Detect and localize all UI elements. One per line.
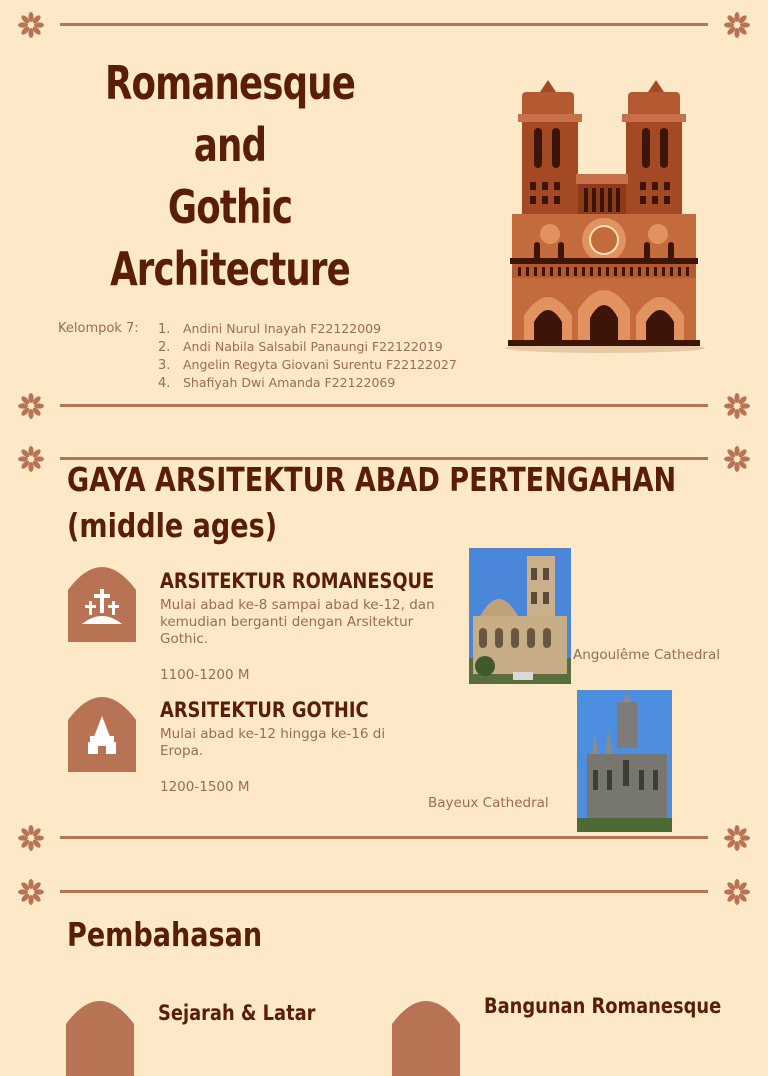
flower-ornament-icon [724, 446, 750, 472]
topic-romanesque-buildings: Bangunan Romanesque [484, 994, 722, 1018]
divider [60, 890, 708, 893]
romanesque-description: Mulai abad ke-8 sampai abad ke-12, dan kemudian berganti dengan Arsitektur Gothic. [160, 597, 435, 647]
flower-ornament-icon [18, 393, 44, 419]
member-list [158, 320, 457, 392]
section-heading: Pembahasan [67, 915, 263, 954]
group-label: Kelompok 7: [58, 321, 139, 336]
list-item: 1. Andini Nurul Inayah F22122009 [158, 321, 382, 337]
gothic-years: 1200-1500 M [160, 779, 250, 795]
flower-ornament-icon [18, 879, 44, 905]
title-line: Architecture [110, 242, 350, 296]
flower-ornament-icon [724, 393, 750, 419]
flower-ornament-icon [18, 825, 44, 851]
topic-history: Sejarah & Latar [158, 1001, 316, 1025]
angouleme-caption: Angoulême Cathedral [573, 647, 720, 663]
romanesque-years: 1100-1200 M [160, 667, 250, 683]
romanesque-title: ARSITEKTUR ROMANESQUE [160, 569, 435, 593]
gothic-arch-icon [68, 686, 136, 772]
bayeux-caption: Bayeux Cathedral [428, 795, 549, 811]
arch-badge-icon [66, 990, 134, 1076]
flower-ornament-icon [724, 12, 750, 38]
arch-badge-icon [392, 990, 460, 1076]
flower-ornament-icon [724, 825, 750, 851]
title-line: Gothic [167, 180, 293, 234]
crosses-icon [68, 556, 136, 642]
flower-ornament-icon [18, 12, 44, 38]
list-item: 3. Angelin Regyta Giovani Surentu F22122027 [158, 357, 457, 373]
title-line: Romanesque [104, 56, 356, 110]
list-item: 4. Shafiyah Dwi Amanda F22122069 [158, 375, 396, 391]
flower-ornament-icon [724, 879, 750, 905]
bayeux-cathedral-photo [577, 690, 672, 832]
page-title [60, 52, 400, 300]
gothic-description: Mulai abad ke-12 hingga ke-16 di Eropa. [160, 726, 386, 759]
section-subheading: (middle ages) [67, 506, 278, 545]
gothic-title: ARSITEKTUR GOTHIC [160, 698, 369, 722]
divider [60, 404, 708, 407]
angouleme-cathedral-photo [469, 548, 571, 684]
divider [60, 23, 708, 26]
divider [60, 836, 708, 839]
cathedral-illustration [500, 78, 710, 354]
title-line: and [193, 118, 267, 172]
flower-ornament-icon [18, 446, 44, 472]
section-heading: GAYA ARSITEKTUR ABAD PERTENGAHAN [67, 460, 677, 499]
list-item: 2. Andi Nabila Salsabil Panaungi F22122019 [158, 339, 443, 355]
